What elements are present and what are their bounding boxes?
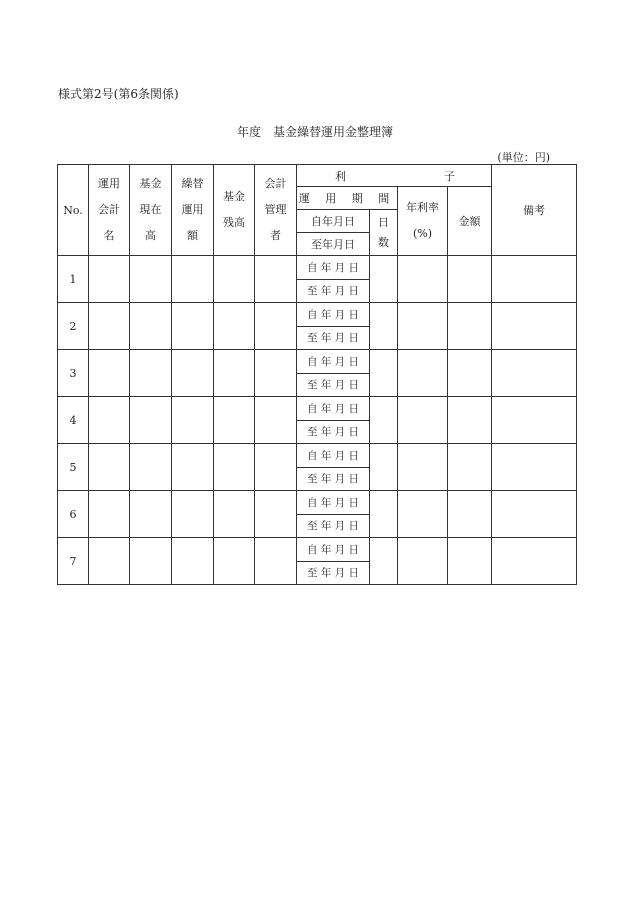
- cell-to-date: 至 年 月 日: [297, 420, 370, 444]
- cell-remarks: [492, 538, 577, 585]
- table-row: [58, 350, 577, 374]
- cell-annual-rate: [398, 444, 448, 491]
- cell-account-name: [89, 538, 130, 585]
- cell-current-balance: [130, 303, 172, 350]
- cell-fund-balance: [214, 444, 255, 491]
- header-from-date: 自年月日: [297, 210, 370, 233]
- cell-days: [370, 350, 398, 397]
- header-annual-rate: 年利率 (%): [398, 187, 448, 256]
- cell-current-balance: [130, 397, 172, 444]
- cell-fund-balance: [214, 397, 255, 444]
- header-to-date: 至年月日: [297, 233, 370, 256]
- cell-account-manager: [255, 350, 297, 397]
- cell-transfer-amount: [172, 303, 214, 350]
- cell-to-date: 至 年 月 日: [297, 326, 370, 350]
- unit-note: (単位：円): [497, 151, 550, 164]
- table-row: [58, 256, 577, 280]
- cell-from-date: 自 年 月 日: [297, 303, 370, 327]
- cell-amount: [448, 491, 492, 538]
- row-no: 7: [58, 538, 89, 585]
- header-current-balance: 基金 現在 高: [130, 165, 172, 256]
- table-row: [58, 538, 577, 562]
- cell-to-date: 至 年 月 日: [297, 561, 370, 585]
- cell-transfer-amount: [172, 256, 214, 303]
- cell-from-date: 自 年 月 日: [297, 538, 370, 562]
- table-row: [58, 397, 577, 421]
- cell-annual-rate: [398, 256, 448, 303]
- cell-account-name: [89, 444, 130, 491]
- cell-from-date: 自 年 月 日: [297, 397, 370, 421]
- form-label: 様式第2号(第6条関係): [58, 87, 179, 101]
- cell-amount: [448, 538, 492, 585]
- cell-remarks: [492, 303, 577, 350]
- cell-account-name: [89, 256, 130, 303]
- cell-to-date: 至 年 月 日: [297, 279, 370, 303]
- cell-remarks: [492, 397, 577, 444]
- cell-annual-rate: [398, 350, 448, 397]
- header-period: 運 用 期 間: [297, 187, 398, 210]
- header-days: 日 数: [370, 210, 398, 256]
- cell-current-balance: [130, 350, 172, 397]
- cell-fund-balance: [214, 303, 255, 350]
- cell-transfer-amount: [172, 444, 214, 491]
- row-no: 4: [58, 397, 89, 444]
- header-account-manager: 会計 管理 者: [255, 165, 297, 256]
- cell-account-name: [89, 350, 130, 397]
- ledger-table: [57, 164, 577, 585]
- cell-account-manager: [255, 491, 297, 538]
- cell-fund-balance: [214, 256, 255, 303]
- cell-to-date: 至 年 月 日: [297, 373, 370, 397]
- cell-amount: [448, 256, 492, 303]
- cell-account-manager: [255, 397, 297, 444]
- cell-days: [370, 491, 398, 538]
- cell-days: [370, 397, 398, 444]
- cell-annual-rate: [398, 538, 448, 585]
- cell-account-manager: [255, 256, 297, 303]
- cell-from-date: 自 年 月 日: [297, 350, 370, 374]
- cell-transfer-amount: [172, 491, 214, 538]
- cell-days: [370, 303, 398, 350]
- cell-amount: [448, 303, 492, 350]
- cell-amount: [448, 444, 492, 491]
- row-no: 6: [58, 491, 89, 538]
- cell-from-date: 自 年 月 日: [297, 491, 370, 515]
- cell-amount: [448, 350, 492, 397]
- cell-current-balance: [130, 538, 172, 585]
- header-amount: 金額: [448, 187, 492, 256]
- cell-amount: [448, 397, 492, 444]
- cell-to-date: 至 年 月 日: [297, 514, 370, 538]
- header-no: No.: [58, 165, 89, 256]
- cell-account-manager: [255, 538, 297, 585]
- cell-days: [370, 538, 398, 585]
- cell-from-date: 自 年 月 日: [297, 256, 370, 280]
- cell-account-name: [89, 491, 130, 538]
- cell-current-balance: [130, 444, 172, 491]
- cell-annual-rate: [398, 303, 448, 350]
- cell-annual-rate: [398, 491, 448, 538]
- header-transfer-amount: 繰替 運用 額: [172, 165, 214, 256]
- cell-transfer-amount: [172, 350, 214, 397]
- header-remarks: 備考: [492, 165, 577, 256]
- cell-current-balance: [130, 491, 172, 538]
- cell-transfer-amount: [172, 538, 214, 585]
- cell-remarks: [492, 256, 577, 303]
- cell-fund-balance: [214, 538, 255, 585]
- row-no: 3: [58, 350, 89, 397]
- cell-days: [370, 444, 398, 491]
- cell-days: [370, 256, 398, 303]
- table-row: [58, 491, 577, 515]
- cell-fund-balance: [214, 350, 255, 397]
- cell-to-date: 至 年 月 日: [297, 467, 370, 491]
- table-row: [58, 444, 577, 468]
- row-no: 2: [58, 303, 89, 350]
- cell-remarks: [492, 350, 577, 397]
- row-no: 5: [58, 444, 89, 491]
- header-fund-balance: 基金 残高: [214, 165, 255, 256]
- cell-from-date: 自 年 月 日: [297, 444, 370, 468]
- cell-remarks: [492, 444, 577, 491]
- cell-current-balance: [130, 256, 172, 303]
- cell-account-manager: [255, 303, 297, 350]
- document-title: 年度 基金繰替運用金整理簿: [236, 125, 393, 139]
- cell-annual-rate: [398, 397, 448, 444]
- interest-label-right: 子: [444, 169, 455, 183]
- table-row: [58, 303, 577, 327]
- header-account-name: 運用 会計 名: [89, 165, 130, 256]
- cell-account-name: [89, 397, 130, 444]
- row-no: 1: [58, 256, 89, 303]
- cell-transfer-amount: [172, 397, 214, 444]
- cell-account-name: [89, 303, 130, 350]
- cell-remarks: [492, 491, 577, 538]
- header-interest: [297, 165, 492, 187]
- cell-account-manager: [255, 444, 297, 491]
- cell-fund-balance: [214, 491, 255, 538]
- interest-label-left: 利: [335, 169, 346, 183]
